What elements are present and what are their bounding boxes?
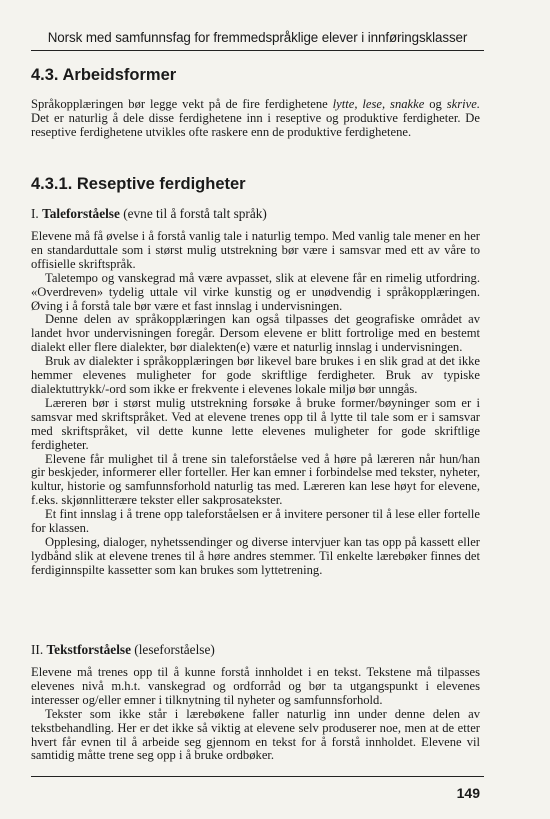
footer-rule xyxy=(31,776,484,777)
page-number: 149 xyxy=(456,785,480,801)
paragraph: Elevene må få øvelse i å forstå vanlig tale i naturlig tempo. Med vanlig tale mener en her en standarduttale som i størst mulig utstrekning bør være i samsvar med ett av våre to offisielle skriftspråk. xyxy=(31,229,480,271)
subheading-taleforstaelse: I. Taleforståelse (evne til å forstå talt språk) xyxy=(31,206,267,221)
paragraph: Tekster som ikke står i lærebøkene faller naturlig inn under denne delen av tekstbehandling. Her er det ikke så viktig at elevene selv produserer noe, men at de etter hvert får evnen til å arbeide seg gjennom en tekst for å forstå innholdet. Elevene vil samtidig måtte trene seg opp i å bruke ordbøker. xyxy=(31,706,480,763)
header-rule xyxy=(31,50,484,51)
paragraph: Læreren bør i størst mulig utstrekning forsøke å bruke former/bøyninger som er i samsvar med skriftspråket. Ved at elevene trenes opp til å lytte til tale som er i samsvar med skriftspråket, vil dette kunne lette elevenes muligheter for gode skriftlige ferdigheter. xyxy=(31,395,480,452)
paragraph: Elevene får mulighet til å trene sin taleforståelse ved å høre på læreren når hun/han gir beskjeder, informerer eller forteller. Her kan emner i forbindelse med tekster, nyheter, kultur, historie og samfunnsforhold naturlig tas med. Læreren kan lese høyt for elevene, f.eks. skjønnlitterære tekster eller sakprosatekster. xyxy=(31,451,480,508)
skills-emphasis-write: skrive. xyxy=(446,97,480,111)
paragraph: Elevene må trenes opp til å kunne forstå innholdet i en tekst. Tekstene må tilpasses elevenes nivå m.h.t. vanskegrad og ordforråd og bør ta utgangspunkt i elevenes interesser og/eller emner i tilknytning til nyheter og samfunnsforhold. xyxy=(31,665,480,707)
book-page xyxy=(31,0,484,819)
section-heading-4-3: 4.3. Arbeidsformer xyxy=(31,66,177,84)
taleforstaelse-body xyxy=(31,230,480,578)
paragraph: Et fint innslag i å trene opp taleforståelsen er å invitere personer til å lese eller fortelle for klassen. xyxy=(31,507,480,536)
paragraph: Bruk av dialekter i språkopplæringen bør likevel bare brukes i en slik grad at det ikke hemmer elevenes muligheter for gode skriftlige ferdigheter. Bruk av typiske dialektuttrykk/-ord som ikke er frekvente i elevenes lokale miljø bør unngås. xyxy=(31,354,480,396)
intro-paragraph: Språkopplæringen bør legge vekt på de fire ferdighetene lytte, lese, snakke og skrive. Det er naturlig å dele disse ferdighetene inn i reseptive og produktive ferdigheter. De reseptive ferdighetene utvikles ofte raskere enn de produktive ferdighetene. xyxy=(31,97,480,139)
tekstforstaelse-body xyxy=(31,666,480,763)
section-heading-4-3-1: 4.3.1. Reseptive ferdigheter xyxy=(31,175,246,193)
paragraph: Denne delen av språkopplæringen kan også tilpasses det geografiske området av landet hvor undervisningen foregår. Dersom elevene er blitt fortrolige med en bestemt dialekt eller flere dialekter, bør dialekten(e) være et naturlig innslag i undervisningen. xyxy=(31,312,480,355)
paragraph: Opplesing, dialoger, nyhetssendinger og diverse intervjuer kan tas opp på kassett eller lydbånd slik at elevene trenes til å høre andres stemmer. Til enkelte lærebøker finnes det ferdiginnspilte kassetter som kan brukes som lyttetrening. xyxy=(31,534,480,577)
skills-emphasis: lytte, lese, snakke xyxy=(332,97,425,111)
subheading-tekstforstaelse: II. Tekstforståelse (leseforståelse) xyxy=(31,642,215,657)
section-4-3-body xyxy=(31,98,480,140)
running-header: Norsk med samfunnsfag for fremmedspråklige elever i innføringsklasser xyxy=(47,30,468,45)
paragraph: Taletempo og vanskegrad må være avpasset, slik at elevene får en rimelig utfordring. «Overdreven» tydelig uttale vil virke kunstig og er unødvendig i språkopplæringen. Øving i å forstå tale bør være et fast innslag i undervisningen. xyxy=(31,270,480,313)
